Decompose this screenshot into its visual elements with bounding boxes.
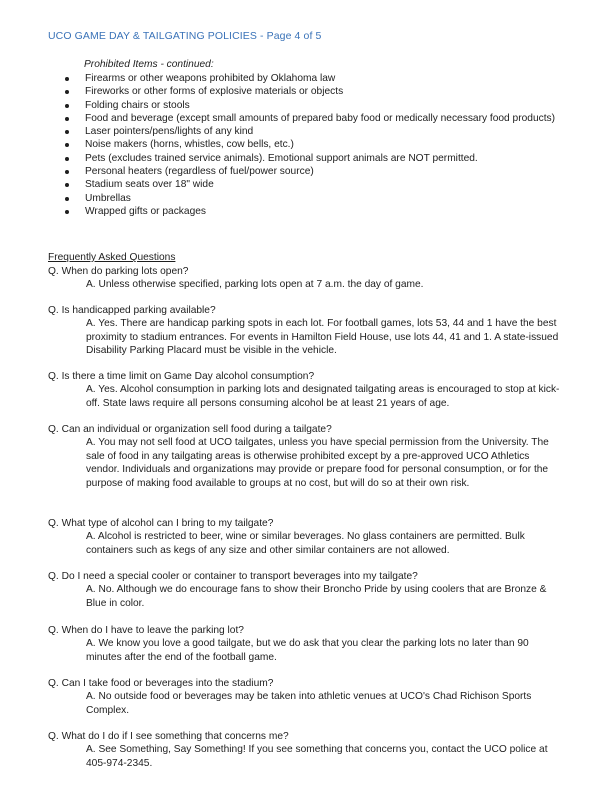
faq-answer: A. See Something, Say Something! If you see something that concerns you, contact the UCO police at 405-974-2345. bbox=[86, 744, 548, 769]
faq-entry bbox=[48, 730, 564, 770]
faq-entry bbox=[48, 265, 564, 292]
faq-heading: Frequently Asked Questions bbox=[48, 252, 176, 263]
faq-question: Q. When do I have to leave the parking lot? bbox=[48, 625, 244, 636]
prohibited-items-list bbox=[84, 72, 564, 218]
list-item: Fireworks or other forms of explosive materials or objects bbox=[84, 85, 564, 98]
list-item: Wrapped gifts or packages bbox=[84, 205, 564, 218]
list-item: Umbrellas bbox=[84, 192, 564, 205]
faq-answer: A. Yes. Alcohol consumption in parking lots and designated tailgating areas is encouraged to stop at kick-off. State laws require all persons consuming alcohol be at least 21 years of age. bbox=[86, 384, 560, 409]
faq-question: Q. Do I need a special cooler or container to transport beverages into my tailgate? bbox=[48, 571, 418, 582]
faq-entry bbox=[48, 570, 564, 610]
faq-answer: A. No. Although we do encourage fans to show their Broncho Pride by using coolers that are Bronze & Blue in color. bbox=[86, 584, 547, 609]
faq-question: Q. Can an individual or organization sell food during a tailgate? bbox=[48, 424, 332, 435]
list-item: Firearms or other weapons prohibited by Oklahoma law bbox=[84, 72, 564, 85]
list-item: Personal heaters (regardless of fuel/power source) bbox=[84, 165, 564, 178]
list-item: Pets (excludes trained service animals). Emotional support animals are NOT permitted. bbox=[84, 152, 564, 165]
faq-entry bbox=[48, 370, 564, 410]
faq-entry bbox=[48, 423, 564, 490]
faq-question: Q. Is handicapped parking available? bbox=[48, 305, 216, 316]
list-item: Laser pointers/pens/lights of any kind bbox=[84, 125, 564, 138]
page-title: UCO GAME DAY & TAILGATING POLICIES - Page 4 of 5 bbox=[48, 30, 322, 42]
faq-question: Q. Is there a time limit on Game Day alcohol consumption? bbox=[48, 371, 315, 382]
list-item: Folding chairs or stools bbox=[84, 99, 564, 112]
prohibited-items-heading: Prohibited Items - continued: bbox=[84, 59, 214, 70]
faq-question: Q. What type of alcohol can I bring to my tailgate? bbox=[48, 518, 274, 529]
faq-question: Q. Can I take food or beverages into the stadium? bbox=[48, 678, 274, 689]
list-item: Food and beverage (except small amounts of prepared baby food or medically necessary food products) bbox=[84, 112, 564, 125]
faq-question: Q. What do I do if I see something that concerns me? bbox=[48, 731, 289, 742]
faq-question: Q. When do parking lots open? bbox=[48, 266, 189, 277]
faq-answer: A. We know you love a good tailgate, but we do ask that you clear the parking lots no later than 90 minutes after the end of the football game. bbox=[86, 638, 529, 663]
faq-answer: A. No outside food or beverages may be taken into athletic venues at UCO's Chad Richison Sports Complex. bbox=[86, 691, 532, 716]
faq-entry bbox=[48, 624, 564, 664]
faq-entry bbox=[48, 304, 564, 358]
list-item: Noise makers (horns, whistles, cow bells, etc.) bbox=[84, 138, 564, 151]
faq-answer: A. Unless otherwise specified, parking lots open at 7 a.m. the day of game. bbox=[86, 279, 424, 291]
list-item: Stadium seats over 18" wide bbox=[84, 178, 564, 191]
faq-entry bbox=[48, 677, 564, 717]
faq-answer: A. You may not sell food at UCO tailgates, unless you have special permission from the University. The sale of food in any tailgating areas is otherwise prohibited except by a pre-approved UCO Athletics vendor. Individuals and organizations may provide or prepare food for personal consumption, or for the purpose of making food available to groups at no cost, but will do so at their own risk. bbox=[86, 437, 549, 489]
faq-entry bbox=[48, 517, 564, 557]
faq-answer: A. Yes. There are handicap parking spots in each lot. For football games, lots 53, 44 and 1 have the best proximity to stadium entrances. For events in Hamilton Field House, use lots 44, 41 and 1. A state-issued Disability Parking Placard must be visible in the vehicle. bbox=[86, 318, 559, 357]
faq-answer: A. Alcohol is restricted to beer, wine or similar beverages. No glass containers are permitted. Bulk containers such as kegs of any size and other similar containers are not allowed. bbox=[86, 531, 525, 556]
